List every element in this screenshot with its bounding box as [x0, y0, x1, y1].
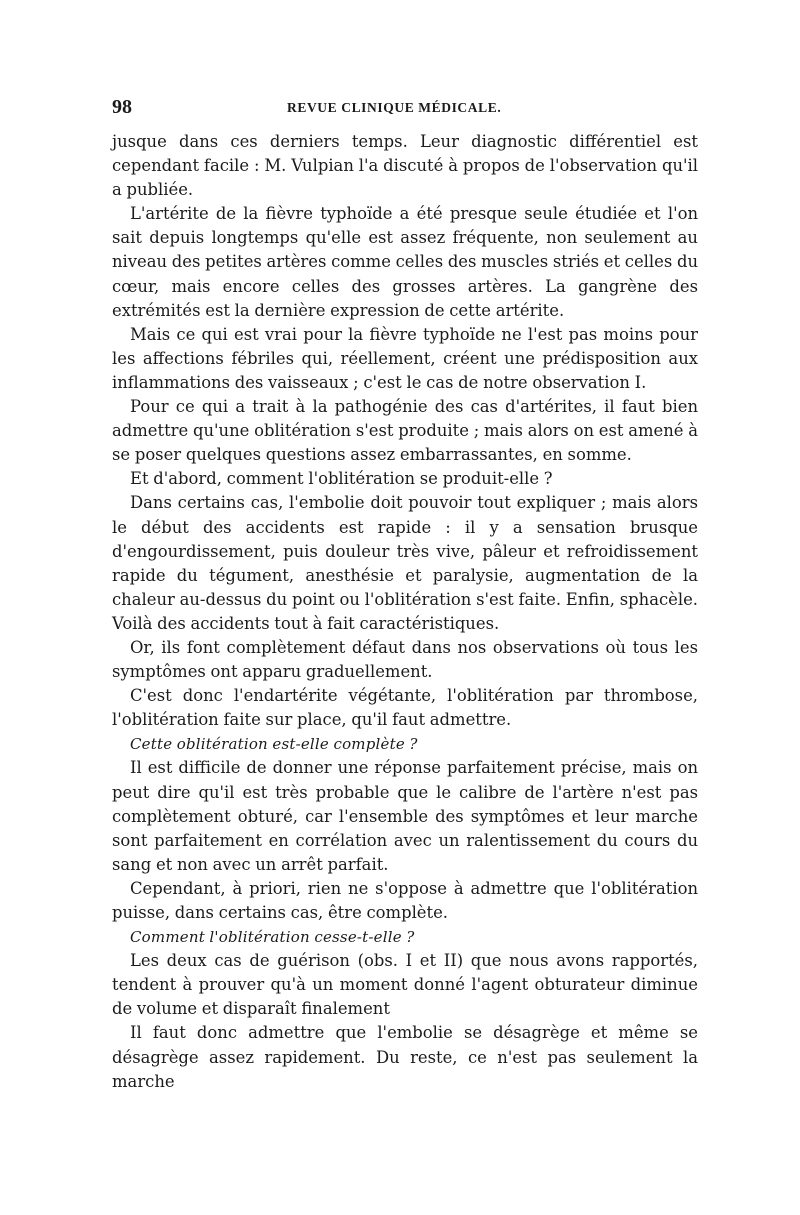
paragraph: C'est donc l'endartérite végétante, l'oblitération par thrombose, l'oblitération faite sur place, qu'il faut admettre. — [112, 686, 698, 730]
question-heading: Comment l'oblitération cesse-t-elle ? — [130, 928, 415, 947]
body-text — [112, 130, 698, 1094]
paragraph: Les deux cas de guérison (obs. I et II) que nous avons rapportés, tendent à prouver qu'à un moment donné l'agent obturateur diminue de volume et disparaît finalement — [112, 951, 698, 1019]
page-header — [112, 96, 698, 120]
paragraph: Pour ce qui a trait à la pathogénie des cas d'artérites, il faut bien admettre qu'une oblitération s'est produite ; mais alors on est amené à se poser quelques questions assez embarrassantes, en somme. — [112, 397, 698, 465]
page-number: 98 — [112, 96, 132, 118]
paragraph: jusque dans ces derniers temps. Leur diagnostic différentiel est cependant facile : M. Vulpian l'a discuté à propos de l'observation qu'il a publiée. — [112, 132, 698, 200]
paragraph: Mais ce qui est vrai pour la fièvre typhoïde ne l'est pas moins pour les affections fébriles qui, réellement, créent une prédisposition aux inflammations des vaisseaux ; c'est le cas de notre observation I. — [112, 324, 698, 392]
document-page — [112, 96, 698, 1094]
paragraph: Or, ils font complètement défaut dans nos observations où tous les symptômes ont apparu graduellement. — [112, 637, 698, 682]
paragraph: Il est difficile de donner une réponse parfaitement précise, mais on peut dire qu'il est très probable que le calibre de l'artère n'est pas complètement obturé, car l'ensemble des symptômes et leur marche sont parfaitement en corrélation avec un ralentissement du cours du sang et non avec un arrêt parfait. — [112, 758, 698, 874]
paragraph: L'artérite de la fièvre typhoïde a été presque seule étudiée et l'on sait depuis longtemps qu'elle est assez fréquente, non seulement au niveau des petites artères comme celles des muscles striés et celles du cœur, mais encore celles des grosses artères. La gangrène des extrémités est la dernière expression de cette artérite. — [112, 204, 699, 320]
paragraph: Cependant, à priori, rien ne s'oppose à admettre que l'oblitération puisse, dans certains cas, être complète. — [112, 878, 698, 922]
paragraph: Il faut donc admettre que l'embolie se désagrège et même se désagrège assez rapidement. Du reste, ce n'est pas seulement la marche — [112, 1023, 698, 1091]
question-heading: Cette oblitération est-elle complète ? — [130, 735, 418, 754]
paragraph: Et d'abord, comment l'oblitération se produit-elle ? — [130, 469, 553, 489]
running-title: REVUE CLINIQUE MÉDICALE. — [287, 100, 502, 115]
paragraph: Dans certains cas, l'embolie doit pouvoir tout expliquer ; mais alors le début des accidents est rapide : il y a sensation brusque d'engourdissement, puis douleur très vive, pâleur et refroidissement rapide du tégument, anesthésie et paralysie, augmentation de la chaleur au-dessus du point ou l'oblitération s'est faite. Enfin, sphacèle. Voilà des accidents tout à fait caractéristiques. — [112, 493, 698, 633]
